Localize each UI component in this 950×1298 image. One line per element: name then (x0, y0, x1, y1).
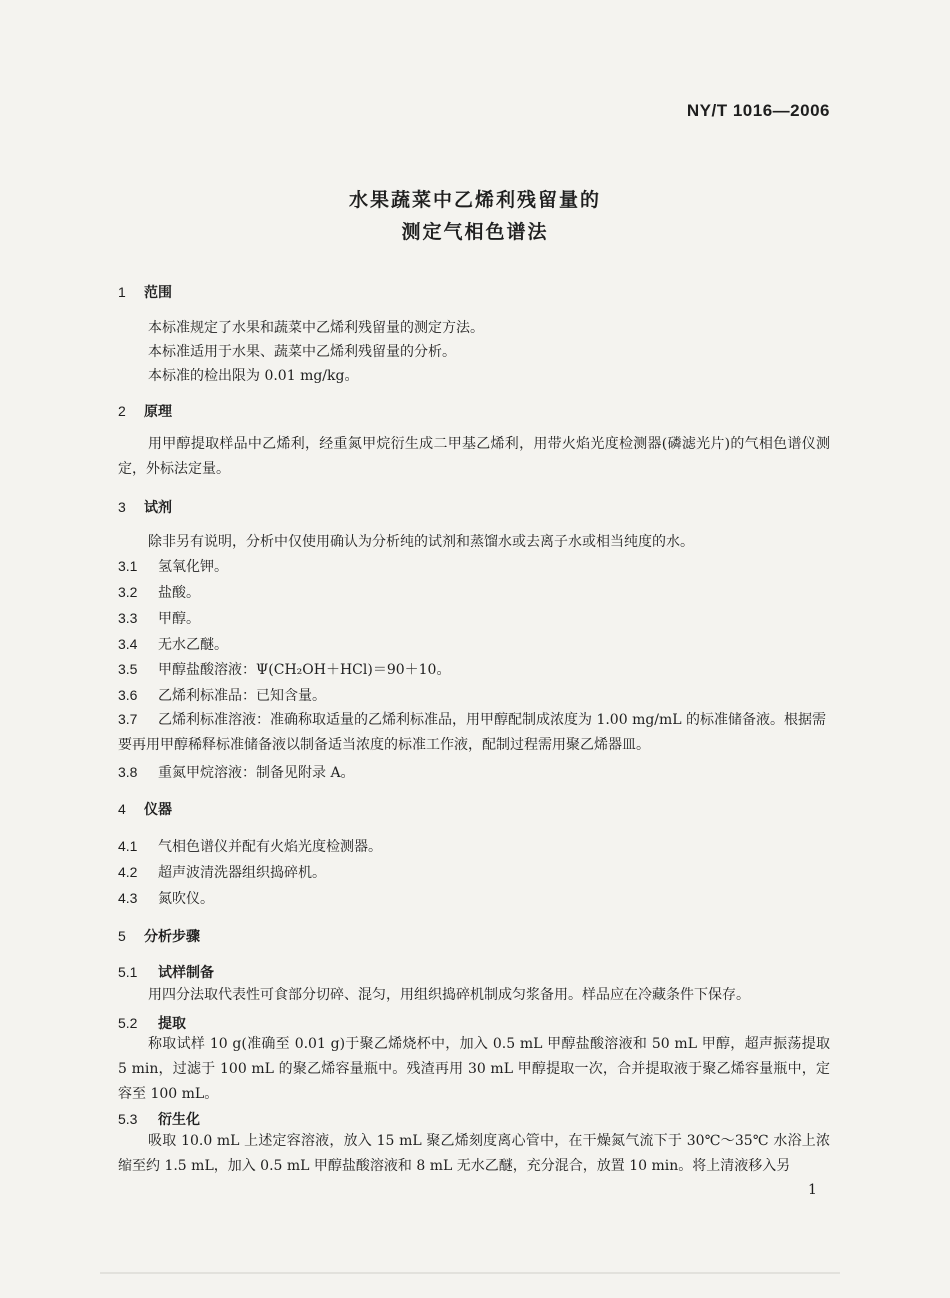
section-3-heading (118, 497, 172, 517)
item-text: 氢氧化钾。 (158, 559, 228, 575)
item-3-6 (118, 685, 326, 705)
section-number: 4 (118, 801, 126, 817)
subsection-title: 提取 (158, 1016, 186, 1032)
section-number: 1 (118, 284, 126, 300)
item-number: 4.3 (118, 890, 138, 906)
item-3-4 (118, 634, 228, 654)
item-number: 3.6 (118, 687, 138, 703)
item-number: 4.1 (118, 838, 138, 854)
item-text: 超声波清洗器组织捣碎机。 (158, 865, 326, 881)
item-4-1 (118, 836, 382, 856)
item-3-3 (118, 608, 200, 628)
item-text: 乙烯利标准溶液：准确称取适量的乙烯利标准品，用甲醇配制成浓度为 1.00 mg/mL 的标准储备液。根据需要再用甲醇稀释标准储备液以制备适当浓度的标准工作液，配制过程需用聚乙烯器皿。 (118, 712, 827, 753)
item-4-3 (118, 888, 214, 908)
item-number: 3.4 (118, 636, 138, 652)
section-number: 5 (118, 928, 126, 944)
item-number: 4.2 (118, 864, 138, 880)
section-number: 2 (118, 403, 126, 419)
item-3-7 (118, 707, 830, 758)
section-title: 试剂 (144, 500, 172, 516)
s3-intro: 除非另有说明，分析中仅使用确认为分析纯的试剂和蒸馏水或去离子水或相当纯度的水。 (148, 534, 694, 550)
item-text: 氮吹仪。 (158, 891, 214, 907)
item-number: 3.1 (118, 558, 138, 574)
s5-1-paragraph: 用四分法取代表性可食部分切碎、混匀，用组织捣碎机制成匀浆备用。样品应在冷藏条件下保存。 (148, 987, 750, 1003)
s5-3-paragraph: 吸取 10.0 mL 上述定容溶液，放入 15 mL 聚乙烯刻度离心管中，在干燥氮气流下于 30℃～35℃ 水浴上浓缩至约 1.5 mL，加入 0.5 mL 甲醇盐酸溶液和 8 mL 无水乙醚，充分混合，放置 10 min。将上清液移入另 (118, 1133, 830, 1174)
s1-line-2: 本标准适用于水果、蔬菜中乙烯利残留量的分析。 (148, 344, 456, 360)
section-title: 范围 (144, 285, 172, 301)
item-text: 重氮甲烷溶液：制备见附录 A。 (158, 765, 355, 781)
section-title: 仪器 (144, 802, 172, 818)
section-title: 原理 (144, 404, 172, 420)
section-number: 3 (118, 499, 126, 515)
item-text: 盐酸。 (158, 585, 200, 601)
subsection-title: 试样制备 (158, 965, 214, 981)
s2-paragraph: 用甲醇提取样品中乙烯利，经重氮甲烷衍生成二甲基乙烯利，用带火焰光度检测器(磷滤光片)的气相色谱仪测定，外标法定量。 (118, 436, 830, 477)
item-text: 甲醇盐酸溶液：Ψ(CH₂OH＋HCl)＝90＋10。 (158, 662, 451, 678)
subsection-5-2-heading (118, 1013, 186, 1033)
item-text: 乙烯利标准品：已知含量。 (158, 688, 326, 704)
item-3-5 (118, 659, 450, 679)
title-line-1: 水果蔬菜中乙烯利残留量的 (348, 189, 601, 211)
section-4-heading (118, 799, 172, 819)
document-code: NY/T 1016—2006 (686, 101, 830, 120)
section-title: 分析步骤 (144, 929, 200, 945)
item-3-8 (118, 762, 355, 782)
item-3-2 (118, 582, 200, 602)
item-3-1 (118, 556, 228, 576)
item-number: 3.3 (118, 610, 138, 626)
item-number: 3.8 (118, 764, 138, 780)
item-text: 气相色谱仪并配有火焰光度检测器。 (158, 839, 382, 855)
item-number: 3.2 (118, 584, 138, 600)
page-number: 1 (808, 1182, 817, 1198)
s5-2-paragraph: 称取试样 10 g(准确至 0.01 g)于聚乙烯烧杯中，加入 0.5 mL 甲醇盐酸溶液和 50 mL 甲醇，超声振荡提取 5 min，过滤于 100 mL 的聚乙烯容量瓶中。残渣再用 30 mL 甲醇提取一次，合并提取液于聚乙烯容量瓶中，定容至 100 mL。 (118, 1036, 830, 1102)
subsection-number: 5.2 (118, 1015, 138, 1031)
subsection-number: 5.1 (118, 964, 138, 980)
section-2-heading (118, 401, 172, 421)
subsection-number: 5.3 (118, 1111, 138, 1127)
item-number: 3.7 (118, 711, 138, 727)
subsection-5-3-heading (118, 1109, 200, 1129)
s1-line-3: 本标准的检出限为 0.01 mg/kg。 (148, 368, 359, 384)
bleed-through-line (100, 1272, 840, 1274)
section-5-heading (118, 926, 200, 946)
s1-line-1: 本标准规定了水果和蔬菜中乙烯利残留量的测定方法。 (148, 320, 484, 336)
item-number: 3.5 (118, 661, 138, 677)
subsection-5-1-heading (118, 962, 214, 982)
item-text: 无水乙醚。 (158, 637, 228, 653)
title-line-2: 测定气相色谱法 (401, 221, 549, 243)
item-4-2 (118, 862, 326, 882)
section-1-heading (118, 282, 172, 302)
subsection-title: 衍生化 (158, 1112, 200, 1128)
item-text: 甲醇。 (158, 611, 200, 627)
